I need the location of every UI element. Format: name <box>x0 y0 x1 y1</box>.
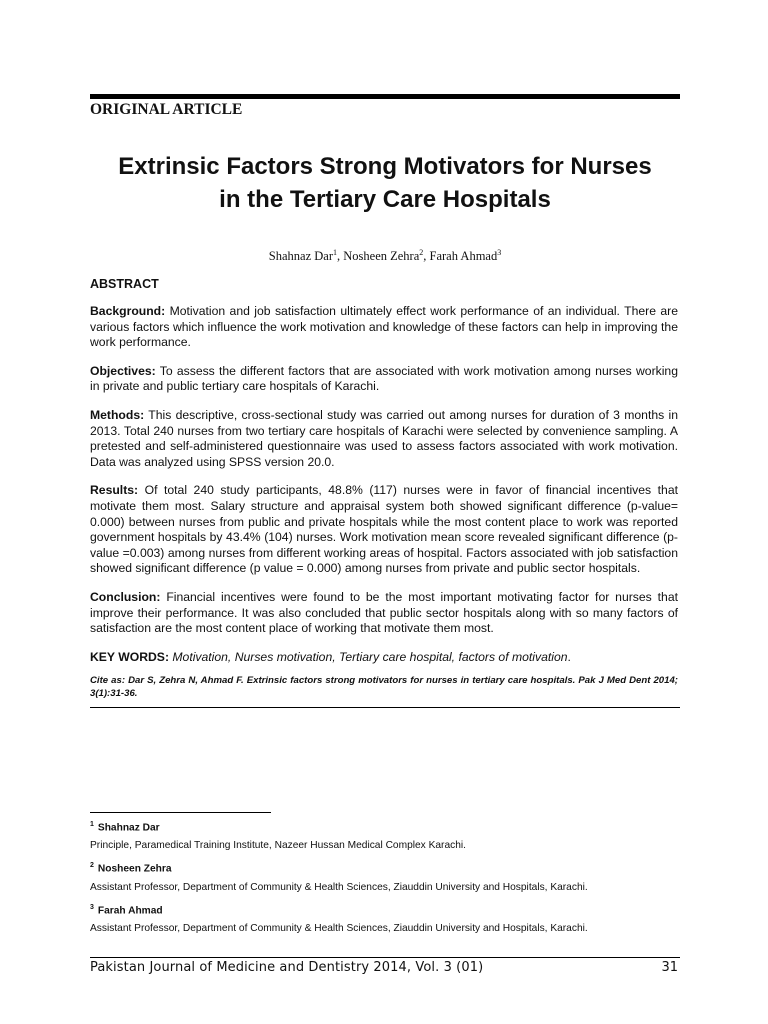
author-separator: , <box>423 249 430 264</box>
abstract-body <box>90 304 678 700</box>
author-list <box>90 248 680 264</box>
keywords-end: . <box>567 649 571 664</box>
section-label: Background: <box>90 304 166 318</box>
section-text: Financial incentives were found to be the most important motivating factor for nurses that improve their performance. It was also concluded that public sector hospitals along with so many factors of satisfaction are the most content place of working that motivate them most. <box>90 589 678 636</box>
section-label: Objectives: <box>90 363 156 378</box>
section-text: Motivation and job satisfaction ultimately effect work performance of an individual. There are various factors which influence the work motivation and knowledge of these factors can help in improving the work performance. <box>90 304 678 350</box>
citation-rule <box>90 707 680 708</box>
footnote-author-name: Shahnaz Dar <box>97 822 160 834</box>
citation: Cite as: Dar S, Zehra N, Ahmad F. Extrinsic factors strong motivators for nurses in tertiary care hospitals. Pak J Med Dent 2014; 3(1):31-36. <box>90 675 678 699</box>
footnote-author <box>90 818 680 835</box>
keywords-text: Motivation, Nurses motivation, Tertiary care hospital, factors of motivation <box>169 649 568 664</box>
page-number: 31 <box>661 960 678 975</box>
footnote-author <box>90 859 680 876</box>
footnote-number: 2 <box>90 862 94 870</box>
title-line-2: in the Tertiary Care Hospitals <box>219 186 551 213</box>
article-type-label: ORIGINAL ARTICLE <box>90 101 243 118</box>
author-name: Nosheen Zehra <box>343 249 420 264</box>
footnote-number: 3 <box>90 903 94 911</box>
footer-journal-name: Pakistan Journal of Medicine and Dentistry 2014, Vol. 3 (01) <box>90 960 484 975</box>
footer-rule <box>90 957 680 958</box>
abstract-heading: ABSTRACT <box>90 277 159 291</box>
footnote-author-name: Farah Ahmad <box>97 905 163 917</box>
section-label: Conclusion: <box>90 589 161 604</box>
title-line-1: Extrinsic Factors Strong Motivators for Nurses <box>118 153 652 180</box>
footnote-author <box>90 901 680 918</box>
abstract-objectives <box>90 364 678 395</box>
section-label: Results: <box>90 483 139 498</box>
abstract-methods <box>90 408 678 470</box>
header-rule <box>90 94 680 99</box>
footnote-author-name: Nosheen Zehra <box>97 863 172 875</box>
footnote-number: 1 <box>90 821 94 828</box>
section-text: Of total 240 study participants, 48.8% (117) nurses were in favor of financial incentives that motivate them most. Salary structure and appraisal system both showed significant difference (p-value= 0.000) between nurses from public and private hospitals while the most content place to work was reported government hospitals by 43.4% (104) nurses. Work motivation mean score revealed significant difference (p-value =0.003) among nurses from different working areas of hospital. Factors associated with job satisfaction showed significant difference (p value = 0.000) among nurses from private and public sector hospitals. <box>90 483 678 576</box>
keywords <box>90 650 678 666</box>
article-title <box>70 150 700 216</box>
author-separator: , <box>337 249 344 264</box>
abstract-results <box>90 483 678 577</box>
footnote-affiliation: Assistant Professor, Department of Community & Health Sciences, Ziauddin University and Hospitals, Karachi. <box>90 881 588 893</box>
section-text: This descriptive, cross-sectional study was carried out among nurses for duration of 3 months in 2013. Total 240 nurses from two tertiary care hospitals of Karachi were selected by convenience sampling. A pretested and self-administered questionnaire was used to assess factors associated with work motivation. Data was analyzed using SPSS version 20.0. <box>90 407 678 469</box>
author-name: Farah Ahmad <box>429 249 498 264</box>
abstract-background <box>90 304 678 351</box>
footnote-affiliation: Principle, Paramedical Training Institute, Nazeer Hussan Medical Complex Karachi. <box>90 840 466 852</box>
section-label: Methods: <box>90 407 145 422</box>
author-affiliation-mark: 1 <box>333 248 337 257</box>
abstract-conclusion <box>90 590 678 637</box>
section-text: To assess the different factors that are associated with work motivation among nurses working in private and public tertiary care hospitals of Karachi. <box>90 363 678 394</box>
footnotes <box>90 818 680 942</box>
keywords-label: KEY WORDS: <box>90 649 169 664</box>
footnote-affiliation: Assistant Professor, Department of Community & Health Sciences, Ziauddin University and Hospitals, Karachi. <box>90 923 588 935</box>
footnote-rule <box>90 812 271 813</box>
author-affiliation-mark: 3 <box>497 248 502 257</box>
author-name: Shahnaz Dar <box>268 249 333 264</box>
author-affiliation-mark: 2 <box>419 248 424 257</box>
